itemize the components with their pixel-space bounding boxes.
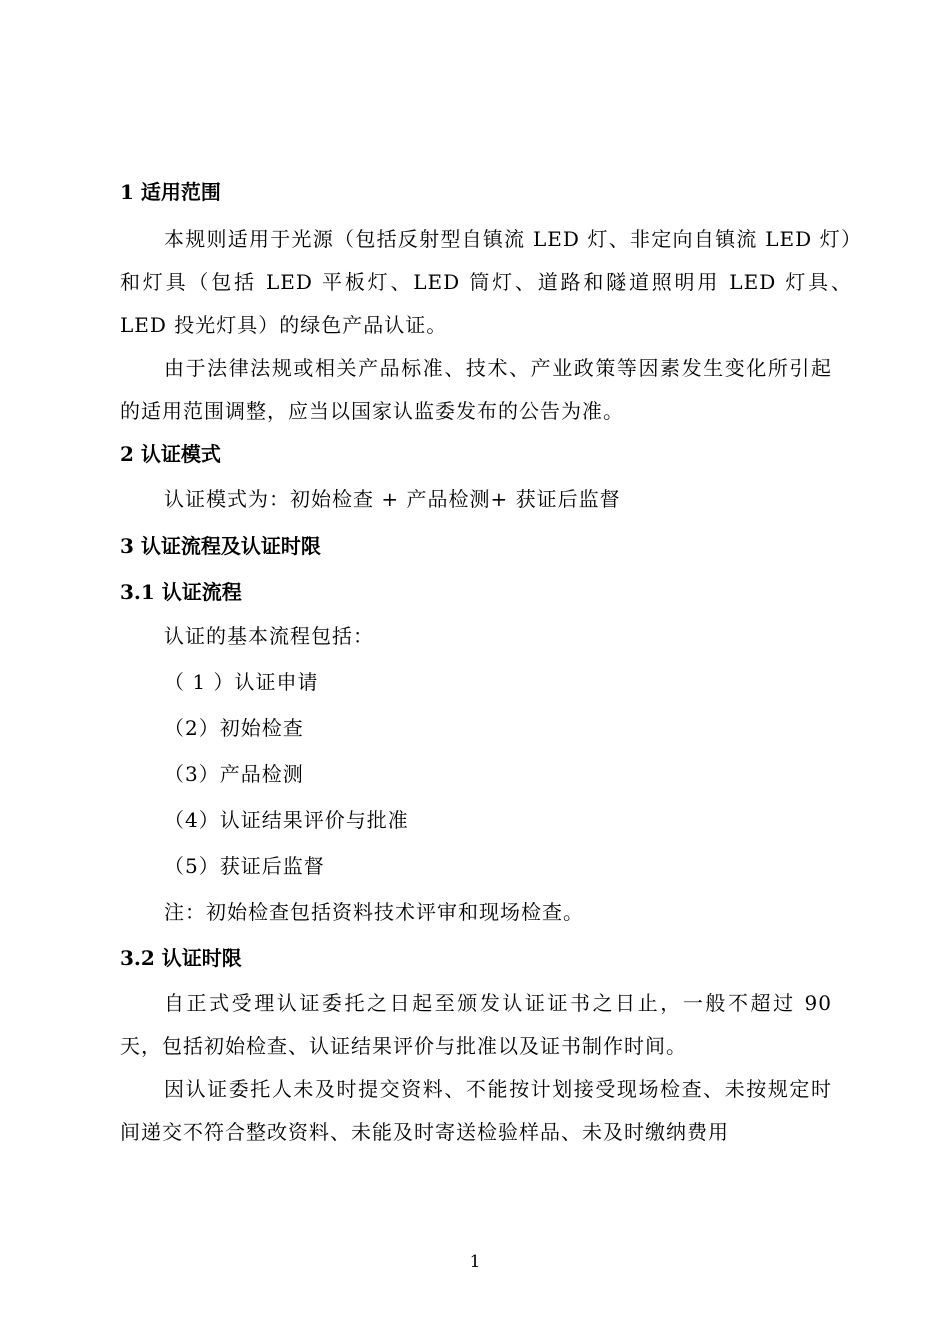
page-number: 1 bbox=[469, 1252, 481, 1272]
section-3-1-note: 注：初始检查包括资料技术评审和现场检查。 bbox=[164, 900, 584, 924]
section-3-1-intro: 认证的基本流程包括： bbox=[164, 624, 374, 648]
section-2-title: 2 认证模式 bbox=[120, 442, 221, 466]
section-1-title: 1 适用范围 bbox=[120, 180, 221, 204]
section-2-paragraph: 认证模式为：初始检查 + 产品检测+ 获证后监督 bbox=[164, 487, 621, 511]
section-3-2-paragraph-1: 自正式受理认证委托之日起至颁发认证证书之日止，一般不超过 90 天，包括初始检查、认证结果评价与批准以及证书制作时间。 bbox=[120, 991, 832, 1058]
section-3-title: 3 认证流程及认证时限 bbox=[120, 534, 321, 558]
section-3-2-title: 3.2 认证时限 bbox=[120, 946, 242, 970]
section-3-1-title: 3.1 认证流程 bbox=[120, 580, 242, 604]
section-1-paragraph-1: 本规则适用于光源（包括反射型自镇流 LED 灯、非定向自镇流 LED 灯）和灯具（包括 LED 平板灯、LED 筒灯、道路和隧道照明用 LED 灯具、 LED 投光灯具）的绿色产品认证。 bbox=[120, 227, 852, 337]
process-item-3: （3）产品检测 bbox=[164, 762, 304, 786]
section-1-paragraph-2: 由于法律法规或相关产品标准、技术、产业政策等因素发生变化所引起的适用范围调整，应当以国家认监委发布的公告为准。 bbox=[120, 356, 832, 423]
process-item-1: （ 1 ）认证申请 bbox=[164, 670, 319, 694]
process-item-5: （5）获证后监督 bbox=[164, 854, 325, 878]
process-item-4: （4）认证结果评价与批准 bbox=[164, 808, 409, 832]
section-3-2-paragraph-2: 因认证委托人未及时提交资料、不能按计划接受现场检查、未按规定时间递交不符合整改资料、未能及时寄送检验样品、未及时缴纳费用 bbox=[120, 1077, 832, 1144]
process-item-2: （2）初始检查 bbox=[164, 716, 304, 740]
